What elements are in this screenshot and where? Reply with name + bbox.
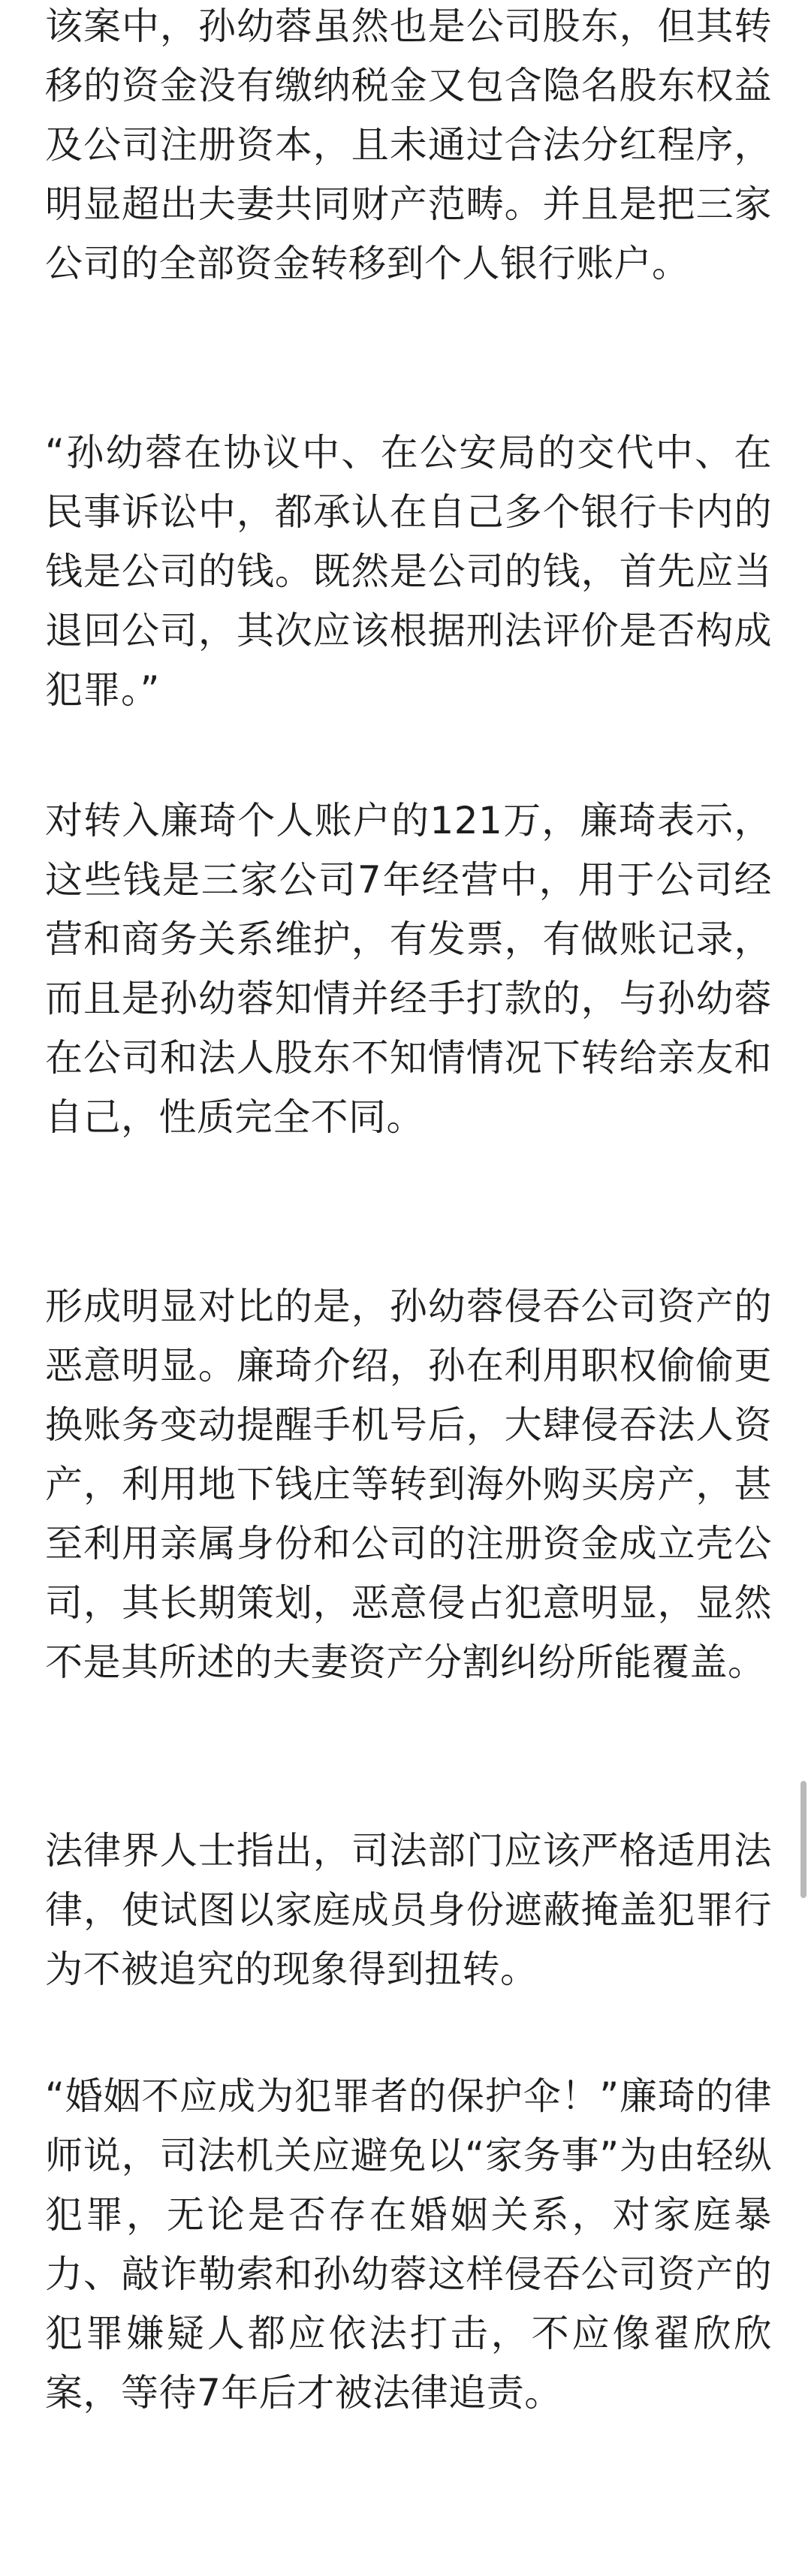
paragraph-3: 对转入廉琦个人账户的121万，廉琦表示，这些钱是三家公司7年经营中，用于公司经营和商务关系维护，有发票，有做账记录，而且是孙幼蓉知情并经手打款的，与孙幼蓉在公司和法人股东不知情情况下转给亲友和自己，性质完全不同。 bbox=[45, 799, 772, 1139]
paragraph-6: “婚姻不应成为犯罪者的保护伞！”廉琦的律师说，司法机关应避免以“家务事”为由轻纵犯罪，无论是否存在婚姻关系，对家庭暴力、敲诈勒索和孙幼蓉这样侵吞公司资产的犯罪嫌疑人都应依法打击，不应像翟欣欣案，等待7年后才被法律追责。 bbox=[45, 2074, 772, 2415]
paragraph-1: 该案中，孙幼蓉虽然也是公司股东，但其转移的资金没有缴纳税金又包含隐名股东权益及公司注册资本，且未通过合法分红程序，明显超出夫妻共同财产范畴。并且是把三家公司的全部资金转移到个人银行账户。 bbox=[45, 5, 772, 285]
paragraph-5: 法律界人士指出，司法部门应该严格适用法律，使试图以家庭成员身份遮蔽掩盖犯罪行为不被追究的现象得到扭转。 bbox=[45, 1829, 772, 1991]
paragraph-4: 形成明显对比的是，孙幼蓉侵吞公司资产的恶意明显。廉琦介绍，孙在利用职权偷偷更换账务变动提醒手机号后，大肆侵吞法人资产，利用地下钱庄等转到海外购买房产，甚至利用亲属身份和公司的注册资金成立壳公司，其长期策划，恶意侵占犯意明显，显然不是其所述的夫妻资产分割纠纷所能覆盖。 bbox=[45, 1285, 772, 1684]
scrollbar-thumb[interactable] bbox=[800, 1781, 806, 1898]
paragraph-2: “孙幼蓉在协议中、在公安局的交代中、在民事诉讼中，都承认在自己多个银行卡内的钱是公司的钱。既然是公司的钱，首先应当退回公司，其次应该根据刑法评价是否构成犯罪。” bbox=[45, 431, 772, 712]
